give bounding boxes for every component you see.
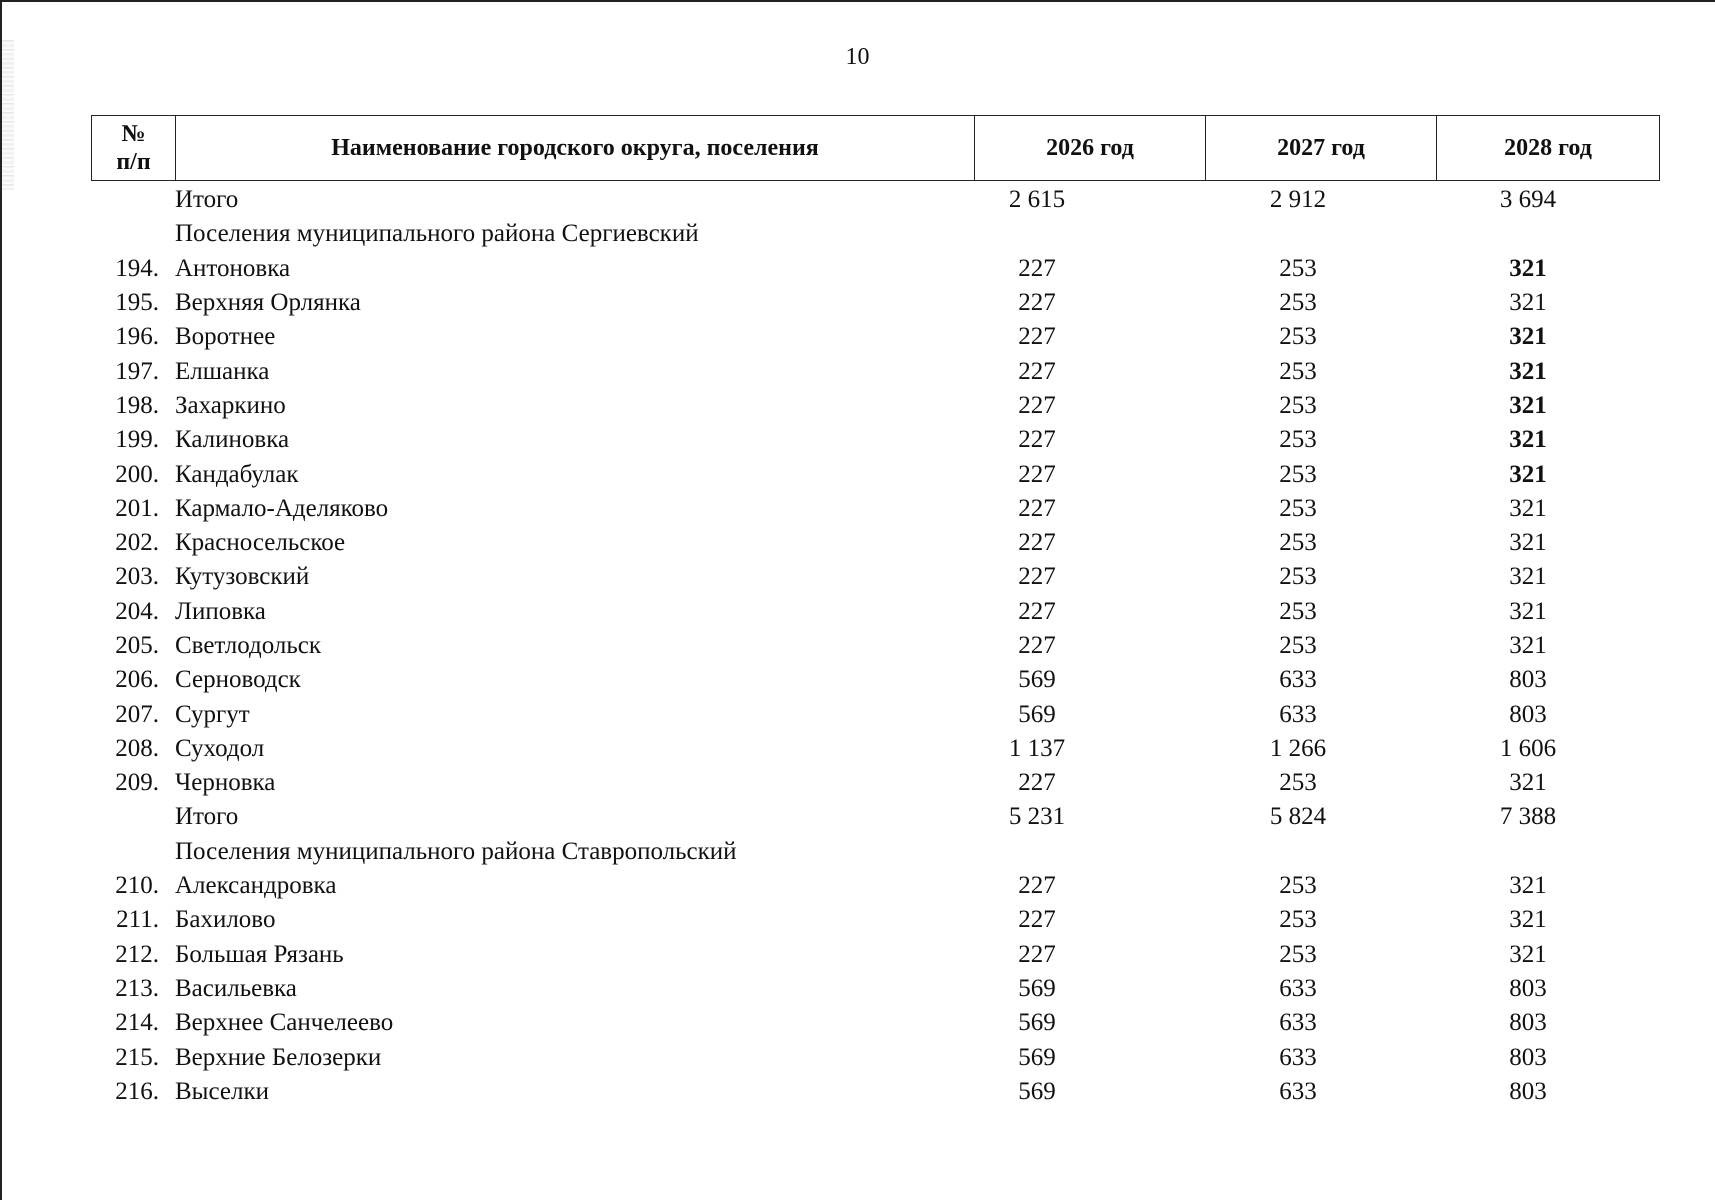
page-number: 10	[845, 44, 870, 70]
value-2026: 227	[1018, 391, 1056, 419]
value-2027: 1 266	[1269, 734, 1327, 762]
value-2027: 633	[1279, 1009, 1317, 1037]
value-2028: 803	[1509, 666, 1547, 694]
row-number: 207.	[115, 700, 159, 728]
row-name: Черновка	[175, 769, 276, 797]
value-2026: 569	[1018, 1043, 1056, 1071]
value-2028: 321	[1509, 529, 1547, 557]
table-row	[91, 595, 1659, 629]
row-number: 204.	[115, 597, 159, 625]
header-num	[92, 116, 176, 181]
table-row	[91, 766, 1659, 800]
value-2026: 569	[1018, 1009, 1056, 1037]
value-2027: 253	[1279, 289, 1317, 317]
value-2028: 321	[1509, 323, 1547, 351]
value-2026: 227	[1018, 906, 1056, 934]
row-number: 201.	[115, 494, 159, 522]
value-2028: 321	[1509, 940, 1547, 968]
value-2028: 321	[1509, 357, 1547, 385]
table-row	[91, 526, 1659, 560]
row-number: 214.	[115, 1009, 159, 1037]
row-name: Итого	[175, 803, 239, 831]
row-name: Верхнее Санчелеево	[175, 1009, 394, 1037]
value-2026: 227	[1018, 494, 1056, 522]
value-2028: 803	[1509, 1043, 1547, 1071]
value-2026: 2 615	[1008, 186, 1066, 214]
value-2027: 253	[1279, 563, 1317, 591]
value-2027: 253	[1279, 769, 1317, 797]
row-name: Поселения муниципального района Ставропольский	[175, 837, 737, 865]
value-2026: 5 231	[1008, 803, 1066, 831]
value-2027: 253	[1279, 391, 1317, 419]
value-2026: 227	[1018, 632, 1056, 659]
row-name: Сургут	[175, 700, 250, 728]
table-row	[91, 457, 1659, 491]
table-row	[91, 423, 1659, 457]
header-2027: 2027 год	[1206, 116, 1437, 181]
row-name: Кутузовский	[175, 563, 310, 591]
row-name: Верхние Белозерки	[175, 1043, 382, 1071]
row-number: 208.	[115, 734, 159, 762]
row-number: 210.	[115, 872, 159, 900]
value-2027: 253	[1279, 597, 1317, 625]
value-2026: 227	[1018, 254, 1056, 282]
value-2027: 633	[1279, 700, 1317, 728]
table-row	[91, 354, 1659, 388]
value-2028: 321	[1509, 494, 1547, 522]
table-row	[91, 972, 1659, 1006]
row-name: Кармало-Аделяково	[175, 494, 389, 522]
value-2028: 803	[1509, 1077, 1547, 1105]
value-2027: 253	[1279, 632, 1317, 659]
value-2027: 633	[1279, 1043, 1317, 1071]
row-number: 206.	[115, 666, 159, 694]
value-2028: 803	[1509, 1009, 1547, 1037]
value-2026: 569	[1018, 974, 1056, 1002]
value-2028: 7 388	[1499, 803, 1557, 831]
row-name: Елшанка	[175, 357, 270, 385]
value-2028: 321	[1509, 563, 1547, 591]
row-name: Красносельское	[175, 529, 346, 557]
row-number: 212.	[115, 940, 159, 968]
value-2027: 253	[1279, 323, 1317, 351]
value-2028: 321	[1509, 632, 1547, 659]
value-2026: 227	[1018, 460, 1056, 488]
table-row	[91, 217, 1659, 251]
value-2027: 2 912	[1269, 186, 1327, 214]
table-row	[91, 560, 1659, 594]
table-row	[91, 1006, 1659, 1040]
row-name: Васильевка	[175, 974, 297, 1002]
row-name: Кандабулак	[175, 460, 299, 488]
value-2027: 253	[1279, 940, 1317, 968]
table-row	[91, 252, 1659, 286]
row-name: Захаркино	[175, 391, 286, 419]
value-2027: 253	[1279, 460, 1317, 488]
row-name: Антоновка	[175, 254, 291, 282]
table-row	[91, 903, 1659, 937]
value-2028: 803	[1509, 700, 1547, 728]
table-row	[91, 800, 1659, 834]
table-row	[91, 869, 1659, 903]
value-2028: 3 694	[1499, 186, 1557, 214]
row-name: Воротнее	[175, 323, 276, 351]
row-number: 195.	[115, 289, 159, 317]
row-name: Большая Рязань	[175, 940, 344, 968]
value-2027: 253	[1279, 494, 1317, 522]
value-2026: 227	[1018, 769, 1056, 797]
header-2028: 2028 год	[1437, 116, 1660, 181]
value-2027: 253	[1279, 872, 1317, 900]
value-2028: 321	[1509, 906, 1547, 934]
table-row	[91, 1075, 1659, 1109]
row-number: 199.	[115, 426, 159, 454]
value-2027: 253	[1279, 357, 1317, 385]
value-2027: 633	[1279, 666, 1317, 694]
table-row	[91, 492, 1659, 526]
row-number: 198.	[115, 391, 159, 419]
row-name: Верхняя Орлянка	[175, 289, 361, 317]
value-2026: 227	[1018, 357, 1056, 385]
header-num-label: № п/п	[116, 121, 151, 175]
value-2026: 227	[1018, 289, 1056, 317]
value-2028: 321	[1509, 872, 1547, 900]
row-name: Выселки	[175, 1077, 269, 1105]
row-number: 213.	[115, 974, 159, 1002]
row-name: Итого	[175, 186, 239, 214]
value-2027: 253	[1279, 426, 1317, 454]
table-row	[91, 320, 1659, 354]
row-number: 197.	[115, 357, 159, 385]
table-row	[91, 1040, 1659, 1074]
value-2026: 227	[1018, 940, 1056, 968]
row-number: 196.	[115, 323, 159, 351]
value-2028: 1 606	[1499, 734, 1557, 762]
table-row	[91, 183, 1659, 217]
value-2028: 321	[1509, 391, 1547, 419]
table-row	[91, 663, 1659, 697]
value-2028: 321	[1509, 254, 1547, 282]
table-row	[91, 697, 1659, 731]
row-name: Суходол	[175, 734, 265, 762]
row-number: 215.	[115, 1043, 159, 1071]
value-2027: 253	[1279, 254, 1317, 282]
table-row	[91, 835, 1659, 869]
value-2027: 253	[1279, 529, 1317, 557]
table-row	[91, 938, 1659, 972]
header-2026: 2026 год	[975, 116, 1206, 181]
row-number: 216.	[115, 1077, 159, 1105]
value-2026: 227	[1018, 426, 1056, 454]
value-2027: 633	[1279, 974, 1317, 1002]
row-number: 211.	[116, 906, 159, 934]
value-2026: 227	[1018, 323, 1056, 351]
row-name: Александровка	[175, 872, 337, 900]
value-2026: 569	[1018, 1077, 1056, 1105]
value-2028: 321	[1509, 289, 1547, 317]
row-name: Бахилово	[175, 906, 276, 934]
table-header	[91, 115, 1660, 181]
row-name: Серноводск	[175, 666, 301, 694]
value-2028: 321	[1509, 769, 1547, 797]
row-number: 194.	[115, 254, 159, 282]
row-number: 205.	[115, 632, 159, 659]
value-2026: 569	[1018, 700, 1056, 728]
value-2027: 253	[1279, 906, 1317, 934]
table-body	[91, 183, 1659, 1109]
row-number: 202.	[115, 529, 159, 557]
row-number: 203.	[115, 563, 159, 591]
row-number: 209.	[115, 769, 159, 797]
value-2028: 321	[1509, 597, 1547, 625]
value-2027: 633	[1279, 1077, 1317, 1105]
value-2028: 321	[1509, 426, 1547, 454]
table-row	[91, 389, 1659, 423]
header-name: Наименование городского округа, поселения	[176, 116, 975, 181]
value-2026: 1 137	[1008, 734, 1066, 762]
row-name: Липовка	[175, 597, 266, 625]
value-2026: 227	[1018, 563, 1056, 591]
row-name: Калиновка	[175, 426, 290, 454]
row-name: Светлодольск	[175, 632, 321, 659]
value-2026: 227	[1018, 597, 1056, 625]
value-2026: 569	[1018, 666, 1056, 694]
table-row	[91, 629, 1659, 663]
row-number: 200.	[115, 460, 159, 488]
table-row	[91, 286, 1659, 320]
value-2027: 5 824	[1269, 803, 1327, 831]
row-name: Поселения муниципального района Сергиевский	[175, 220, 699, 248]
value-2026: 227	[1018, 529, 1056, 557]
value-2028: 803	[1509, 974, 1547, 1002]
value-2026: 227	[1018, 872, 1056, 900]
value-2028: 321	[1509, 460, 1547, 488]
header-row	[92, 116, 1660, 181]
table-row	[91, 732, 1659, 766]
